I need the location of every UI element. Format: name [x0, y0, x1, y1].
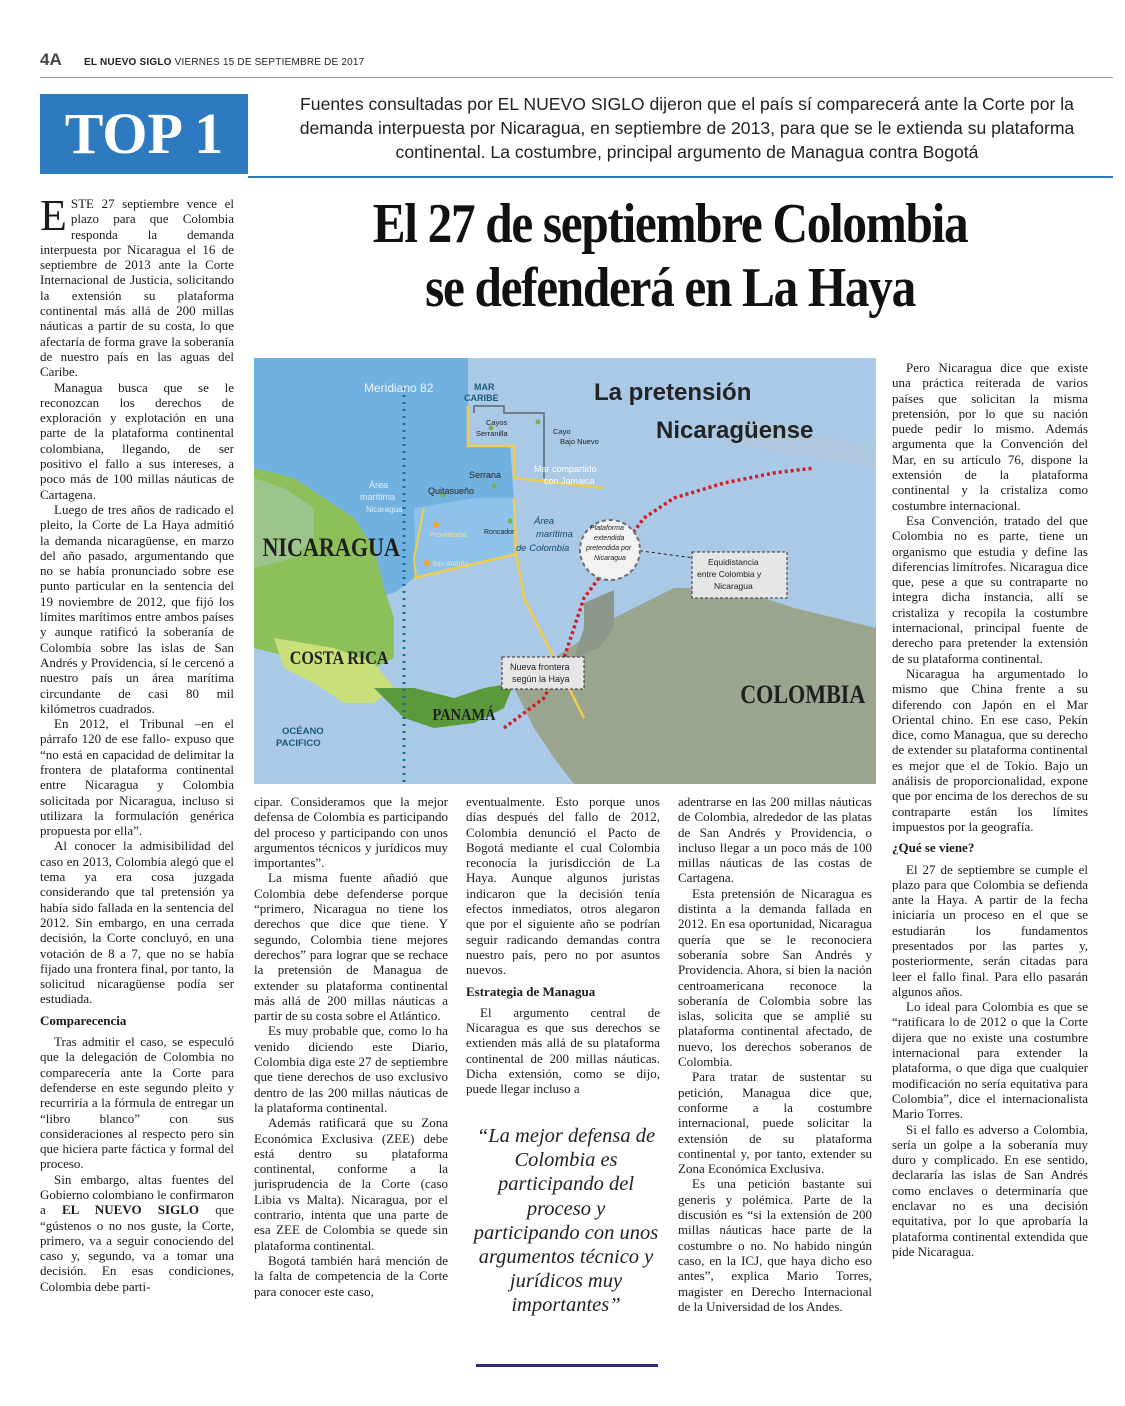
map-title-line-2: Nicaragüense [656, 417, 814, 444]
paragraph: Nicaragua ha argumentado lo mismo que China frente a su diferendo con Japón en el Mar Oriental chino. En ese caso, Pekín dice, como Managua, que su derecho de extender su plataforma continental es mejor que el de Tokio. Bajo un análisis de proporcionalidad, expone que por encima de los derechos de su contraparte están los límites impuestos por la geografía. [892, 665, 1088, 834]
section-label: TOP 1 [40, 94, 248, 174]
paragraph: Bogotá también hará mención de la falta de competencia de la Corte para conocer este caso, [254, 1252, 448, 1299]
serrana-label: Serrana [469, 470, 502, 480]
oceano-label-2: PACIFICO [276, 738, 321, 749]
equidistance-label-1: Equidistancia [708, 557, 759, 567]
equidistance-label-2: entre Colombia y [697, 569, 762, 579]
headline-line-2: se defenderá en La Haya [425, 257, 915, 319]
deck-rule [248, 176, 1113, 178]
paragraph: Sin embargo, altas fuentes del Gobierno colombiano le confirmaron a EL NUEVO SIGLO que “gústenos o no nos guste, la Corte, primero, va a seguir conociendo del caso y, segundo, va a tomar una decisión. En esas condiciones, Colombia debe parti- [40, 1171, 234, 1294]
colombia-label: COLOMBIA [740, 681, 866, 710]
area-colombia-label-3: de Colombia [516, 543, 570, 554]
paragraph: cipar. Consideramos que la mejor defensa de Colombia es participando del proceso y participando con unos argumentos técnicos y jurídicos muy importantes”. [254, 794, 448, 871]
page-number: 4A [40, 50, 62, 69]
pull-quote: “La mejor defensa de Colombia es participando del proceso y participando con unos argumentos técnico y jurídicos muy importantes” [473, 1125, 659, 1317]
header-rule [40, 77, 1113, 78]
island-serrana [492, 484, 497, 489]
paragraph: Es una petición bastante sui generis y polémica. Parte de la discusión es “si la extensión de 200 millas náuticas hace parte de la costumbre o no. No habido ningún caso, en la ICJ, que haya dicho eso antes”, explica Mario Torres, magister en Derecho Internacional de la Universidad de los Andes. [678, 1176, 872, 1314]
area-nicaragua-label-1: Área [369, 480, 389, 490]
paragraph: El argumento central de Nicaragua es que sus derechos se extienden más allá de su plataforma continental de 200 millas náuticas. Dicha extensión, como se dijo, puede llegar incluso a [466, 1004, 660, 1097]
paragraph: Es muy probable que, como lo ha venido diciendo este Diario, Colombia diga este 27 de septiembre que tiene derechos de uso exclusivo dentro de las 200 millas náuticas de la plataforma continental. [254, 1023, 448, 1115]
island-bajo-nuevo [536, 420, 541, 425]
paragraph: Al conocer la admisibilidad del caso en 2013, Colombia alegó que el tema ya era cosa juzgada considerando que tal pretensión ya había sido fallada en la sentencia del 2012. Sin embargo, en una cerrada decisión, la Corte concluyó, en una votación de 8 a 7, que no se había fijado una frontera final, por tanto, la solicitud nicaragüense podía ser estudiada. [40, 838, 234, 1007]
meridian-label: Meridiano 82 [364, 381, 434, 395]
roncador-label: Roncador [484, 529, 515, 536]
paragraph: Esa Convención, tratado del que Colombia no es parte, tiene un organismo que estudia y define las diferencias limítrofes. Nicaragua dice que, pese a que su contraparte no integra dicha instancia, allí se cristaliza y recopila la costumbre internacional, principal fuente de derecho para pretender la extensión de su plataforma continental. [892, 512, 1088, 666]
article-column-3 [466, 794, 660, 1097]
paragraph: ESTE 27 septiembre vence el plazo para que Colombia responda la demanda interpuesta por Nicaragua el 16 de septiembre de 2013 ante la Corte Internacional de Justicia, solicitando la extensión su plataforma continental más allá de 200 millas náuticas a partir de su costa, lo que afectaría de forma grave la soberanía de nuestro país en las aguas del Caribe. [40, 191, 234, 380]
paragraph: El 27 de septiembre se cumple el plazo para que Colombia se defienda ante la Haya. A partir de la fecha iniciaría un proceso en el que se estudiarán los fundamentos presentados por las partes y, posteriormente, serán citadas para leer el fallo final. Para ello pasarán algunos años. [892, 861, 1088, 999]
subhead-comparecencia: Comparecencia [40, 1012, 127, 1028]
equidistance-label-3: Nicaragua [714, 581, 753, 591]
new-frontier-label-1: Nueva frontera [510, 662, 570, 672]
new-frontier-label-2: según la Haya [512, 674, 570, 684]
mar-compartido-label-1: Mar compartido [534, 464, 597, 474]
paragraph: Esta pretensión de Nicaragua es distinta a la demanda fallada en 2012. En esa oportunidad, Nicaragua quería que se le reconociera soberanía sobre San Andrés y Providencia. Ahora, si bien la nación centroamericana reconoce la soberanía de Colombia sobre las islas, solicita que se amplié su plataforma continental afectado, de nuevo, los derechos soberanos de Colombia. [678, 885, 872, 1070]
quitasueno-label: Quitasueño [428, 486, 475, 496]
cayo-label-2: Bajo Nuevo [560, 437, 599, 446]
providencia-label: Providencia [430, 532, 467, 539]
cayos-label-2: Serranilla [476, 429, 508, 438]
paragraph: Además ratificará que su Zona Económica Exclusiva (ZEE) debe está dentro su plataforma continental, conforme a la jurisprudencia de la Corte (caso Libia vs Malta). Nicaragua, por el contrario, intenta que una parte de esa ZEE de Colombia se quede sin plataforma continental. [254, 1115, 448, 1253]
area-colombia-label-2: marítima [536, 529, 573, 540]
area-colombia-label-1: Área [534, 516, 555, 527]
map-title-line-1: La pretensión [594, 379, 752, 406]
paragraph: Managua busca que se le reconozcan los derechos de exploración y explotación en una parte de la plataforma continental colombiana, llegando, de ser positivo el fallo a sus intereses, a poco más de 100 millas náuticas de Cartagena. [40, 379, 234, 502]
drop-cap: E [40, 191, 67, 240]
platform-label-2: extendida [594, 535, 625, 542]
san-andres-label: San Andrés [432, 561, 469, 568]
platform-label-3: pretendida por [586, 545, 632, 552]
subhead-que-se-viene: ¿Qué se viene? [892, 840, 975, 856]
article-column-1 [40, 191, 234, 1294]
paragraph: En 2012, el Tribunal –en el párrafo 120 de ese fallo- expuso que “no está en capacidad de delimitar la frontera de plataforma continental entre Nicaragua y Colombia solicitada por Nicaragua, incluso si utilizara la formulación genérica propuesta por ella”. [40, 716, 234, 839]
headline [305, 192, 1035, 320]
paragraph: Lo ideal para Colombia es que se “ratificara lo de 2012 o que la Corte dijera que no existe una costumbre internacional para extender la plataforma, o que diga que cualquier modificación no sería equitativa para Colombia”, dice el internacionalista Mario Torres. [892, 999, 1088, 1122]
mar-caribe-label-1: MAR [474, 382, 495, 392]
platform-label-4: Nicaragua [594, 555, 626, 562]
deck-summary: Fuentes consultadas por EL NUEVO SIGLO dijeron que el país sí comparecerá ante la Corte por la demanda interpuesta por Nicaragua, en septiembre de 2013, para que se le extienda su plataforma continental. La costumbre, principal argumento de Managua contra Bogotá [299, 94, 1075, 162]
map-infographic [254, 358, 876, 784]
article-column-2 [254, 794, 448, 1299]
paragraph: Para tratar de sustentar su petición, Managua dice que, conforme a la costumbre internacional, puede solicitar la extensión de su plataforma continental y, por tanto, extender su Zona Económica Exclusiva. [678, 1069, 872, 1177]
paragraph: Luego de tres años de radicado el pleito, la Corte de La Haya admitió la demanda nicaragüense, en marzo del año pasado, argumentando que no se había pronunciado sobre ese punto particular en la sentencia del 19 noviembre de 2012, que fijó los límites marítimos entre ambos países y aunque ratificó la soberanía de Colombia sobre las islas de San Andrés y Providencia, sí le cercenó a nuestro país un área marítima circundante de casi 80 mil kilómetros cuadrados. [40, 501, 234, 716]
article-column-4 [678, 794, 872, 1314]
panama-label: PANAMÁ [432, 705, 496, 725]
cayo-label-1: Cayo [553, 427, 571, 436]
island-providencia [433, 522, 439, 528]
paragraph: La misma fuente añadió que Colombia debe defenderse porque “primero, Nicaragua no tiene los derechos que dice que tiene. Y segundo, Colombia tiene mejores derechos” para lograr que se rechace la pretensión de Managua de extender su plataforma continental más allá de 200 millas náuticas a partir de su costa sobre el Atlántico. [254, 870, 448, 1024]
oceano-label-1: OCÉANO [282, 726, 324, 737]
subhead-estrategia: Estrategia de Managua [466, 983, 596, 999]
paragraph: adentrarse en las 200 millas náuticas de Colombia, alrededor de las platas de San Andrés y Providencia, o incluso llegar a un poco más de 100 millas náuticas de las costas de Cartagena. [678, 794, 872, 886]
newspaper-masthead [84, 57, 364, 68]
nicaragua-label: NICARAGUA [262, 534, 400, 563]
paragraph: Tras admitir el caso, se especuló que la delegación de Colombia no comparecería ante la Corte para defenderse en este segundo pleito y recurriría a la fórmula de entregar un “libro blanco” con sus consideraciones al respecto pero sin que hiciera parte fáctica y formal del proceso. [40, 1034, 234, 1172]
mar-caribe-label-2: CARIBE [464, 393, 499, 403]
costa-rica-label: COSTA RICA [289, 646, 389, 669]
publication-date: VIERNES 15 DE SEPTIEMBRE DE 2017 [174, 57, 365, 68]
island-roncador [508, 519, 513, 524]
headline-line-1: El 27 de septiembre Colombia [372, 193, 968, 255]
area-nicaragua-label-2: marítima [360, 492, 396, 502]
cayos-label-1: Cayos [486, 418, 508, 427]
paragraph: Si el fallo es adverso a Colombia, sería un golpe a la soberanía muy duro y complicado. En ese sentido, declararía las islas de San Andrés como enclaves o determinaría que enclavar no es una decisión equitativa, por lo que aprobaría la plataforma continental extendida que pide Nicaragua. [892, 1121, 1088, 1259]
mar-compartido-label-2: con Jamaica [544, 476, 595, 486]
paragraph: Pero Nicaragua dice que existe una práctica reiterada de varios países que solicitan la misma pretensión, por lo que su nación puede pedir lo mismo. Además argumenta que la Convención del Mar, en su artículo 76, dispone la extensión de la plataforma continental y la cristaliza como costumbre internacional. [892, 360, 1088, 513]
newspaper-name: EL NUEVO SIGLO [84, 57, 172, 68]
area-nicaragua-label-3: Nicaragua [366, 505, 403, 514]
article-column-5 [892, 360, 1088, 1259]
paragraph: eventualmente. Esto porque unos días después del fallo de 2012, Colombia denunció el Pacto de Bogotá mediante el cual Colombia reconocía la jurisdicción de La Haya. Aunque algunos juristas indicaron que la decisión tenía efectos inmediatos, otros alegaron que por el siguiente año se podrían seguir radicando demandas contra nuestro país, pero no por asuntos nuevos. [466, 794, 660, 978]
platform-label-1: Plataforma [590, 525, 624, 532]
island-san-andres [424, 560, 430, 566]
pull-quote-rule [476, 1364, 658, 1367]
